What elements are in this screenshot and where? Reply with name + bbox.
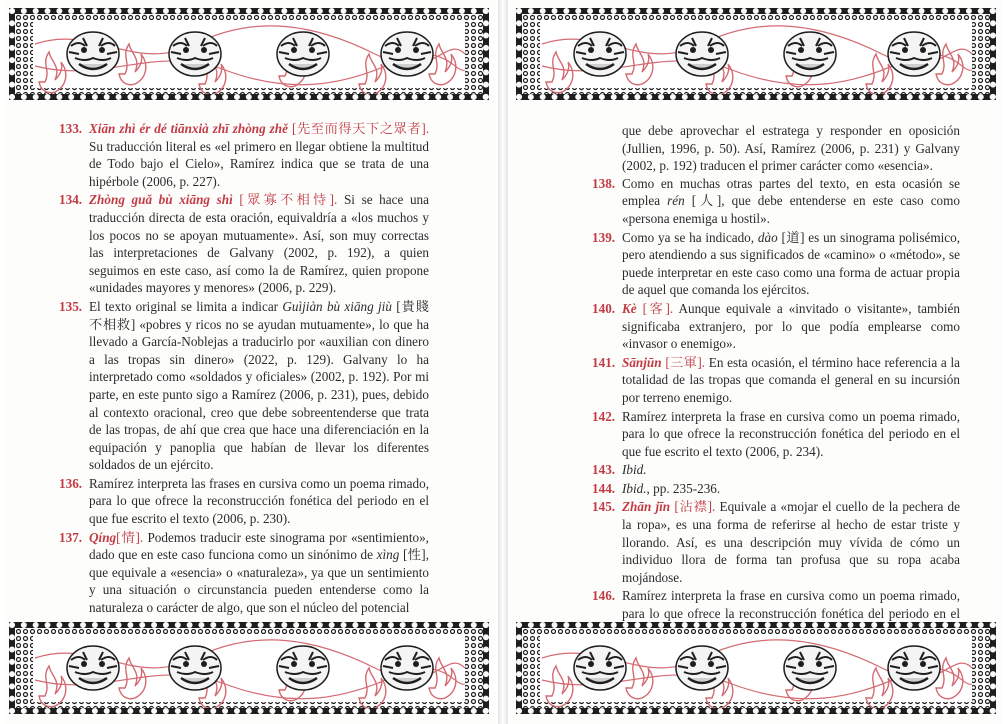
- footnote-text: [89, 529, 429, 617]
- footnote-number: 139.: [592, 229, 616, 245]
- decorative-band-bottom-right: [516, 622, 996, 714]
- left-page: [5, 0, 495, 724]
- footnote-text: [622, 175, 960, 228]
- note-body: «pobres y ricos no se ayudan mutuamente», lo que ha llevado a García-Noblejas a traducirlo por «auxilian con dinero a las tropas sin dinero» (2022, p. 129). Galvany lo ha interpretado como «soldados y oficiales» (2002, p. 192). Por mi parte, en este punto sigo a Ramírez (2006, p. 231), pues, debido al contexto oracional, creo que debe sobreentenderse que trata de las tropas, de ahí que crea que hace una diferenciación en la equipación y panoplia que habían de llevar los diferentes soldados de un ejército.: [89, 316, 429, 473]
- tiger-ornament: [15, 628, 483, 708]
- footnote-number: 143.: [592, 462, 616, 478]
- footnote-number: 145.: [592, 499, 616, 515]
- footnote-text: [622, 354, 960, 407]
- footnote-text: [89, 120, 429, 190]
- hanzi: [人]: [684, 193, 722, 209]
- footnote-number: 135.: [59, 298, 83, 314]
- pinyin-term: Qíng: [89, 529, 117, 545]
- footnote-number: 146.: [592, 588, 616, 604]
- pinyin-italic: dào: [757, 229, 778, 245]
- right-page: [512, 0, 1002, 724]
- note-body: Como en muchas otras partes del texto, en esta ocasión se emplea: [622, 175, 960, 209]
- decorative-band-top-right: [516, 8, 996, 100]
- footnote-text: [622, 300, 960, 353]
- note-body: En esta ocasión, el término hace referencia a la totalidad de las tropas que comanda el general en su incursión por terreno enemigo.: [622, 354, 960, 405]
- note-body: , que debe entenderse en este caso como «persona enemiga u hostil».: [622, 193, 960, 226]
- pinyin-term: Sānjūn: [622, 354, 662, 370]
- book-gutter: [498, 0, 508, 724]
- footnote-text: [89, 191, 429, 297]
- footnote-number: 134.: [59, 192, 83, 208]
- hanzi: [三軍].: [665, 354, 706, 370]
- footnotes-right: [592, 122, 960, 641]
- footnote-text: [622, 229, 960, 299]
- hanzi: [道]: [777, 229, 805, 245]
- note-body: Equivale a «mojar el cuello de la pechera de la ropa», es una forma de referirse al hecho de estar triste y llorando. Así, es una descripción muy vívida de cómo un individuo llora de forma tan profusa que su ropa acaba mojándose.: [622, 499, 960, 585]
- footnote-137: [59, 529, 429, 617]
- footnote-number: 133.: [59, 121, 83, 136]
- note-body: Ramírez interpreta las frases en cursiva como un poema rimado, para lo que ofrece la reconstrucción fonética del periodo en el que fue escrito el texto (2006, p. 230).: [89, 475, 429, 527]
- pinyin-italic: Guìjiàn bù xiāng jiù: [282, 298, 392, 314]
- footnote-number: 141.: [592, 354, 616, 370]
- note-body: , pp. 235-236.: [646, 480, 721, 496]
- note-body: , que equivale a «esencia» o «naturaleza», ya que un sentimiento y una situación o circunstancia pueden entenderse como la naturaleza o carácter de algo, que son el núcleo del potencial: [89, 547, 429, 616]
- hanzi: [先至而得天下之眾者].: [291, 121, 430, 136]
- footnotes-left: [59, 120, 429, 618]
- pinyin-term: Zhān jīn: [622, 499, 671, 515]
- footnote-number: 140.: [592, 300, 616, 316]
- footnote-145: [592, 498, 960, 586]
- footnote-number: 142.: [592, 408, 616, 424]
- note-body: Como ya se ha indicado,: [622, 229, 758, 245]
- footnote-141: [592, 354, 960, 407]
- decorative-band-top-left: [9, 8, 489, 100]
- footnote-number: 138.: [592, 175, 616, 191]
- footnote-144: [592, 480, 960, 498]
- pinyin-italic: xìng: [376, 547, 400, 563]
- hanzi: [情].: [116, 529, 144, 545]
- footnote-140: [592, 300, 960, 353]
- note-body: Podemos traducir este sinograma por «sentimiento», dado que en este caso funciona como un sinónimo de: [89, 529, 429, 563]
- hanzi: [沾襟].: [674, 499, 716, 515]
- footnote-138: [592, 175, 960, 228]
- pinyin-term: Xiān zhì ér dé tiānxià zhī zhòng zhě: [89, 121, 288, 136]
- hanzi: [眾寡不相恃].: [239, 192, 338, 208]
- footnote-number: 144.: [592, 480, 616, 496]
- footnote-text: [622, 461, 960, 479]
- pinyin-italic: rén: [667, 193, 685, 209]
- footnote-135: [59, 298, 429, 474]
- tiger-ornament: [15, 14, 483, 94]
- decorative-band-bottom-left: [9, 622, 489, 714]
- note-body: Ramírez interpreta la frase en cursiva como un poema rimado, para lo que ofrece la reconstrucción fonética del periodo en el: [622, 588, 960, 622]
- footnote-text: [622, 498, 960, 586]
- note-body: Si se hace una traducción directa de esta oración, equivaldría a «los muchos y los pocos no se apoyan mutuamente». Así, son muy correctas las interpretaciones de Galvany (2002, p. 192), a quien seguimos en este caso, así como la de Ramírez, quien propone «unidades mayores y menores» (2006, p. 229).: [89, 192, 429, 296]
- footnote-142: [592, 408, 960, 461]
- note-body: Ibid.: [622, 480, 647, 496]
- footnote-134: [59, 191, 429, 297]
- footnote-number: 137.: [59, 529, 83, 545]
- footnote-number: 136.: [59, 475, 83, 491]
- note-body: es un sinograma polisémico, pero atendiendo a sus significados de «camino» o «método», se puede interpretar en este caso como una forma de actuar propia de aquel que comanda los ejércitos.: [622, 229, 960, 298]
- footnote-text: [622, 480, 960, 498]
- footnote-text: [89, 298, 429, 474]
- footnote-139: [592, 229, 960, 299]
- hanzi: [貴賤不相救]: [89, 298, 429, 332]
- pinyin-term: Zhòng guǎ bù xiāng shì: [89, 192, 233, 208]
- hanzi: [性]: [399, 547, 426, 563]
- footnote-136: [59, 475, 429, 528]
- footnote-133: [59, 120, 429, 190]
- footnote-143: [592, 461, 960, 479]
- note-body: Ramírez interpreta la frase en cursiva como un poema rimado, para lo que ofrece la reconstrucción fonética del periodo en el que fue escrito el texto (2006, p. 234).: [622, 408, 960, 459]
- pinyin-term: Kè: [622, 300, 637, 316]
- tiger-ornament: [522, 14, 990, 94]
- footnote-continuation: que debe aprovechar el estratega y responder en oposición (Jullien, 1996, p. 50). Así, Ramírez (2006, p. 231) y Galvany (2002, p. 192) traducen el primer carácter como «esencia».: [622, 123, 960, 174]
- note-body: El texto original se limita a indicar: [89, 298, 283, 314]
- note-body: Aunque equivale a «invitado o visitante», también significaba extranjero, por lo que podía emplearse como «invasor o enemigo».: [622, 300, 960, 352]
- tiger-ornament: [522, 628, 990, 708]
- hanzi: [客].: [642, 300, 674, 316]
- note-body: Ibid.: [622, 462, 647, 478]
- note-body: Su traducción literal es «el primero en llegar obtiene la multitud de Todo bajo el Cielo», Ramírez indica que se trata de una hipérbole (2006, p. 227).: [89, 138, 429, 189]
